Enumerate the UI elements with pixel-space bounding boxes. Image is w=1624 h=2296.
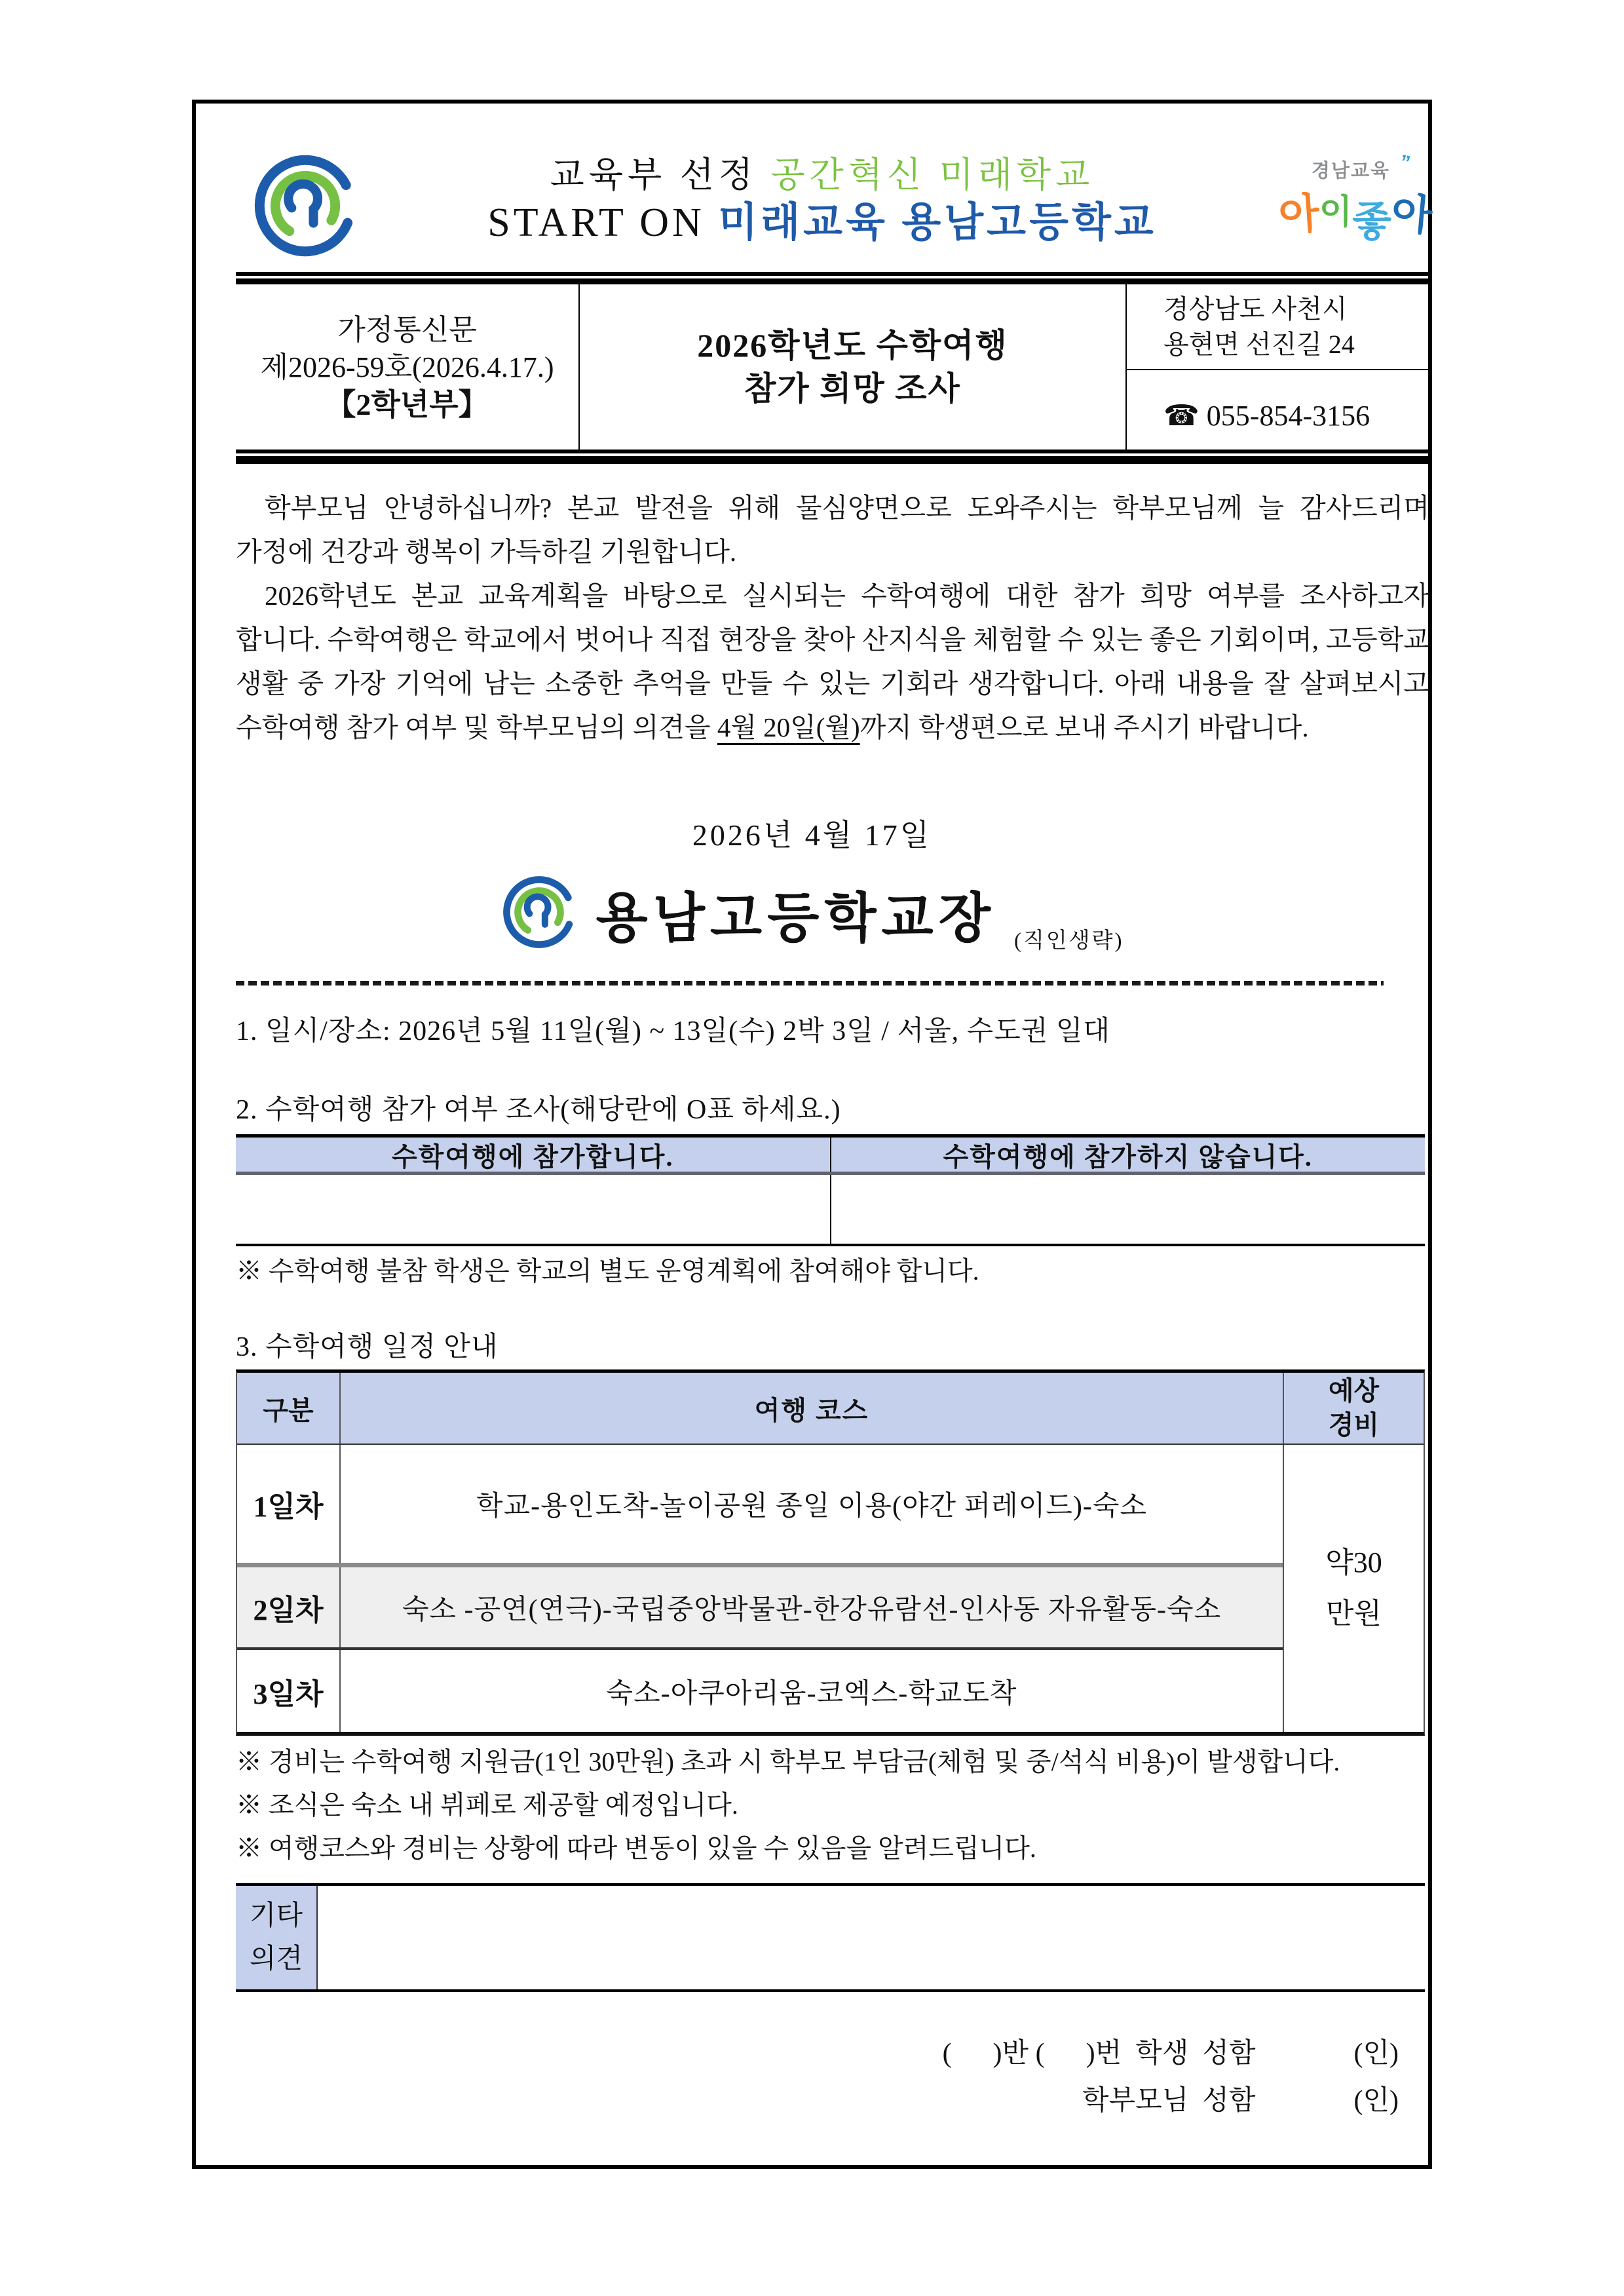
header-title-line1	[367, 153, 1277, 197]
stamp-omitted-note: (직인생략)	[1013, 929, 1124, 953]
header-title-block	[367, 153, 1277, 248]
main-paragraph-tail: 까지 학생편으로 보내 주시기 바랍니다.	[859, 712, 1309, 742]
school-address	[1127, 284, 1429, 370]
mascot-quote-icon: ”	[1397, 151, 1414, 175]
student-signature-label: ( )반 ( )번 학생 성함	[942, 2038, 1256, 2069]
letter-body	[236, 486, 1429, 750]
header-rule-thin	[236, 272, 1429, 276]
header-rule-thick	[236, 278, 1429, 284]
day-2-course: 숙소 -공연(연극)-국립중앙박물관-한강유람선-인사동 자유활동-숙소	[402, 1595, 1222, 1625]
main-paragraph	[236, 574, 1429, 750]
doc-title-line2: 참가 희망 조사	[744, 370, 961, 407]
section-divider-dashed	[236, 981, 1384, 985]
itinerary-body	[237, 1445, 1424, 1732]
student-seal-mark: (인)	[1353, 2038, 1399, 2069]
col-header-cost-line1: 예상	[1328, 1376, 1380, 1406]
col-header-day: 구분	[237, 1373, 341, 1444]
student-signature-line	[943, 2031, 1399, 2071]
participate-yes-answer-cell[interactable]	[236, 1175, 831, 1244]
cost-line2: 만원	[1325, 1598, 1382, 1630]
participation-header-row	[236, 1138, 1425, 1175]
main-paragraph-text: 2026학년도 본교 교육계획을 바탕으로 실시되는 수학여행에 대한 참가 희망 여부를 조사하고자 합니다. 수학여행은 학교에서 벗어나 직접 현장을 찾아 산지식을 체험할 수 있는 좋은 기회이며, 고등학교 생활 중 가장 기억에 남는 소중한 추억을 만들 수 있는 기회라 생각합니다. 아래 내용을 잘 살펴보시고 수학여행 참가 여부 및 학부모님의 의견을	[236, 581, 1429, 742]
mascot-char: 아	[1277, 189, 1321, 240]
estimated-cost-cell	[1283, 1445, 1424, 1732]
note-cost: ※ 경비는 수학여행 지원금(1인 30만원) 초과 시 학부모 부담금(체험 및 중/석식 비용)이 발생합니다.	[236, 1747, 1340, 1776]
issue-date: 2026년 4월 17일	[692, 818, 932, 852]
header-title-green: 공간혁신 미래학교	[770, 155, 1095, 195]
footnotes	[236, 1740, 1429, 1870]
doc-department: 【2학년부】	[326, 387, 489, 421]
itinerary-rows	[237, 1445, 1283, 1732]
table-row	[237, 1567, 1283, 1647]
participate-yes-header: 수학여행에 참가합니다.	[236, 1138, 831, 1172]
greeting-paragraph: 학부모님 안녕하십니까? 본교 발전을 위해 물심양면으로 도와주시는 학부모님께 늘 감사드리며 가정에 건강과 행복이 가득하길 기원합니다.	[236, 493, 1429, 567]
header-subtitle-blue: 미래교육 용남고등학교	[718, 201, 1157, 245]
day-3-course: 숙소-아쿠아리움-코엑스-학교도착	[606, 1678, 1017, 1709]
col-header-course: 여행 코스	[754, 1395, 869, 1425]
header-title-line2	[367, 198, 1277, 248]
etc-opinion-label	[236, 1886, 318, 1989]
doc-id-cell	[236, 284, 580, 450]
parent-signature-label: 학부모님 성함	[1082, 2086, 1256, 2116]
principal-title: 용남고등학교장	[595, 888, 996, 948]
mascot-top-text: 경남교육 ”	[1311, 151, 1414, 182]
day-1-course: 학교-용인도착-놀이공원 종일 이용(야간 퍼레이드)-숙소	[476, 1491, 1148, 1521]
cost-line1: 약30	[1325, 1546, 1382, 1578]
deadline-date: 4월 20일(월)	[717, 712, 860, 742]
address-line1: 경상남도 사천시	[1163, 294, 1348, 324]
mascot-char: 이	[1319, 193, 1353, 231]
participation-survey-table	[236, 1134, 1425, 1246]
section-3-heading: 3. 수학여행 일정 안내	[236, 1332, 499, 1362]
header-title-black: 교육부 선정	[550, 155, 771, 195]
header-subtitle-black: START ON	[487, 201, 719, 245]
etc-opinion-input-area[interactable]	[318, 1886, 1425, 1989]
parent-seal-mark: (인)	[1353, 2086, 1399, 2116]
day-2-label: 2일차	[237, 1567, 341, 1647]
etc-label-line1: 기타	[249, 1901, 303, 1931]
mascot-char: 아	[1389, 189, 1434, 240]
etc-label-line2: 의견	[249, 1944, 303, 1974]
participation-answer-row	[236, 1175, 1425, 1244]
doc-type: 가정통신문	[337, 313, 477, 346]
doc-title-line1: 2026학년도 수학여행	[697, 327, 1008, 364]
participation-note: ※ 수학여행 불참 학생은 학교의 별도 운영계획에 참여해야 합니다.	[236, 1256, 979, 1286]
col-header-cost-line2: 경비	[1328, 1410, 1380, 1440]
table-row	[237, 1650, 1283, 1732]
col-header-cost	[1283, 1373, 1424, 1444]
principal-signature-row	[0, 864, 1624, 963]
info-rule-thick	[236, 456, 1429, 464]
day-3-label: 3일차	[237, 1650, 341, 1732]
principal-logo-icon	[500, 871, 578, 956]
note-breakfast: ※ 조식은 숙소 내 뷔페로 제공할 예정입니다.	[236, 1790, 738, 1820]
address-line2: 용현면 선진길 24	[1163, 329, 1355, 359]
table-row	[237, 1445, 1283, 1563]
day-1-label: 1일차	[237, 1445, 341, 1563]
parent-signature-line	[1082, 2078, 1399, 2118]
itinerary-header-row	[237, 1373, 1424, 1445]
contact-cell	[1127, 284, 1429, 450]
school-logo-icon	[251, 148, 360, 263]
info-rule-thin	[236, 450, 1429, 453]
doc-title-cell	[580, 284, 1127, 450]
section-2-heading: 2. 수학여행 참가 여부 조사(해당란에 O표 하세요.)	[236, 1095, 841, 1125]
participate-no-answer-cell[interactable]	[831, 1175, 1426, 1244]
document-info-table	[236, 284, 1429, 450]
row-separator	[237, 1563, 1283, 1567]
etc-opinion-box	[236, 1883, 1425, 1992]
mascot-char: 좋	[1352, 199, 1391, 244]
doc-number: 제2026-59호(2026.4.17.)	[260, 351, 554, 383]
note-change: ※ 여행코스와 경비는 상황에 따라 변동이 있을 수 있음을 알려드립니다.	[236, 1833, 1036, 1863]
mascot-word	[1277, 184, 1434, 256]
gyeongnam-education-mascot-logo	[1277, 151, 1434, 258]
participate-no-header: 수학여행에 참가하지 않습니다.	[943, 1141, 1313, 1172]
section-1-date-place: 1. 일시/장소: 2026년 5월 11일(월) ~ 13일(수) 2박 3일 / 서울, 수도권 일대	[236, 1016, 1110, 1046]
itinerary-table	[236, 1369, 1425, 1736]
school-phone: ☎ 055-854-3156	[1163, 400, 1370, 432]
